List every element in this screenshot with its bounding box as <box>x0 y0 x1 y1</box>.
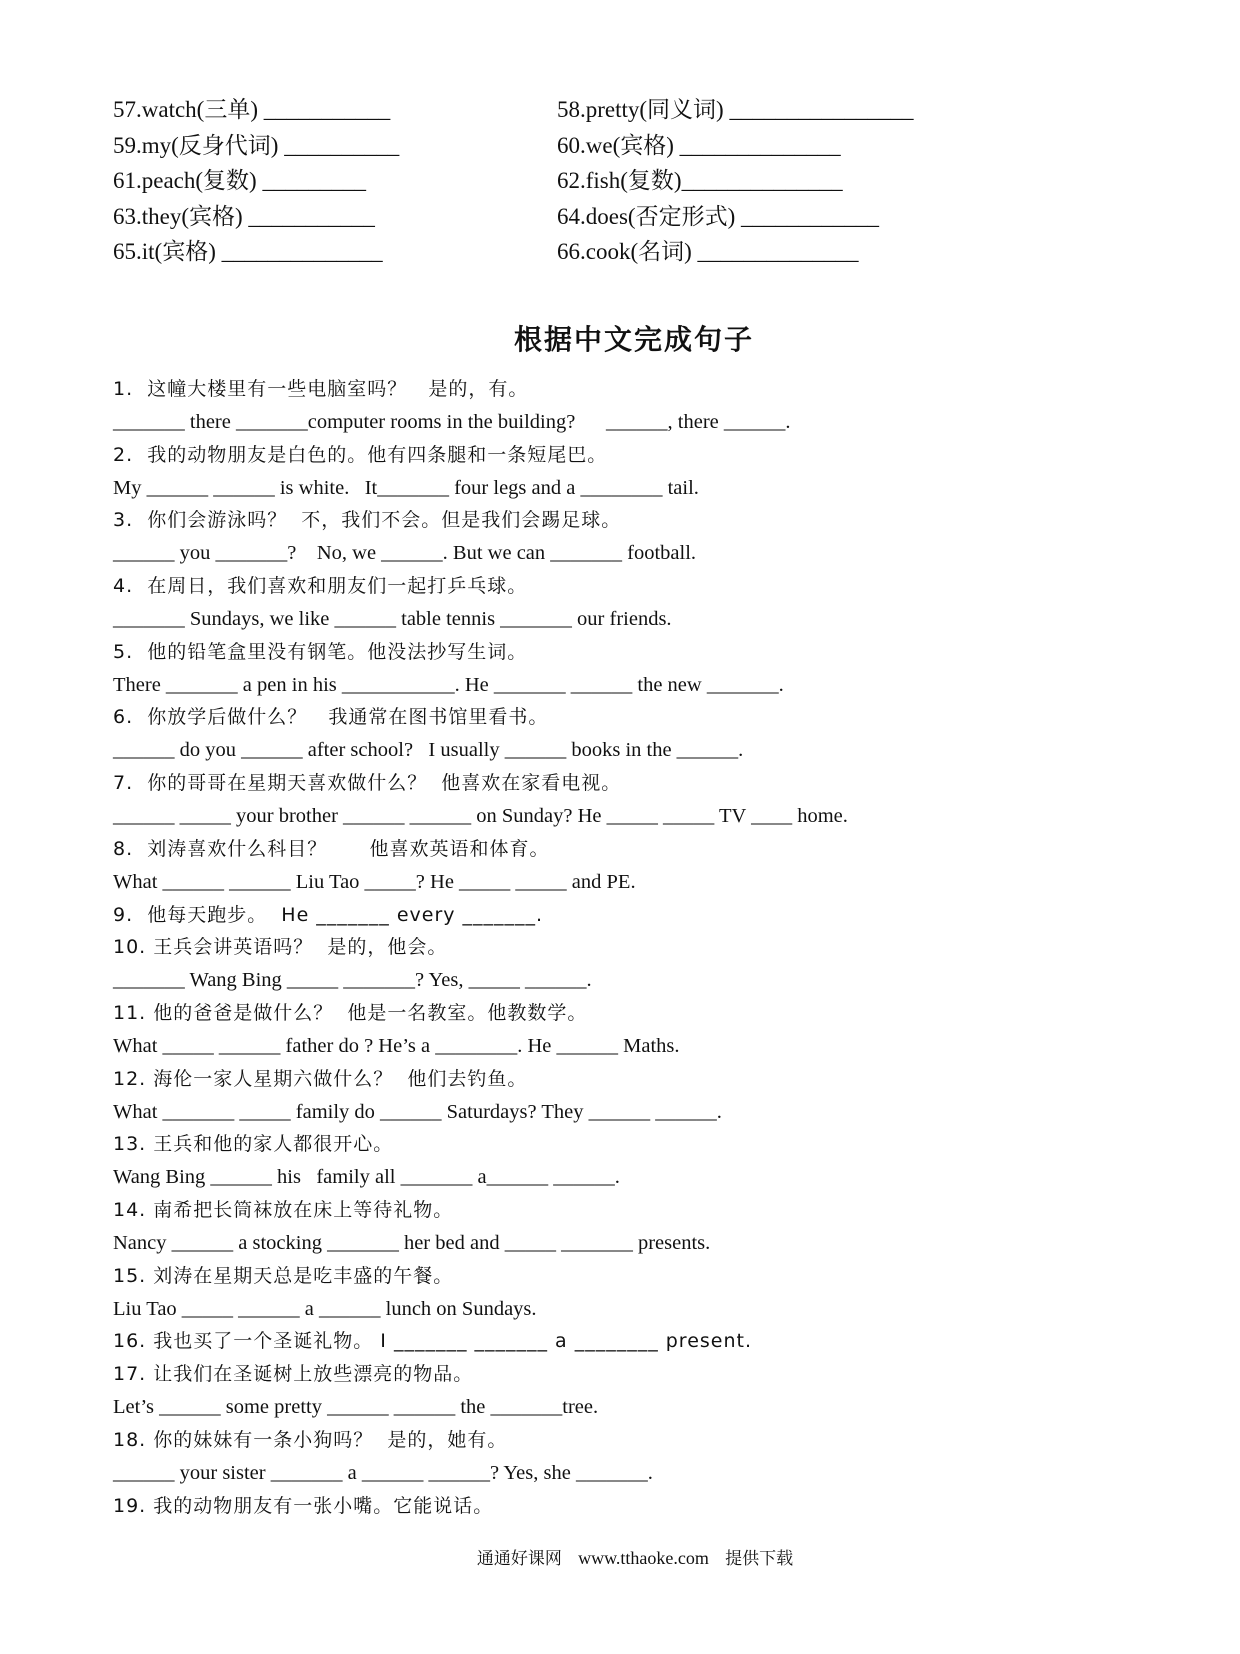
exercise-answer-line: _______ there _______computer rooms in the building? ______, there ______. <box>113 410 791 433</box>
exercise-answer-line: My ______ ______ is white. It_______ four legs and a ________ tail. <box>113 476 699 499</box>
exercise-answer-line: What _______ _____ family do ______ Saturdays? They ______ ______. <box>113 1100 722 1123</box>
exercise-answer-line: There _______ a pen in his ___________. He _______ ______ the new _______. <box>113 673 784 696</box>
word-form-item: 63.they(宾格) ___________ <box>113 203 375 229</box>
sentence-exercises <box>113 373 1153 1523</box>
word-form-item: 60.we(宾格) ______________ <box>557 132 841 158</box>
exercise-prompt-chinese: 7. 你的哥哥在星期天喜欢做什么？ 他喜欢在家看电视。 <box>113 772 622 795</box>
exercise-prompt-chinese: 11. 他的爸爸是做什么？ 他是一名教室。他教数学。 <box>113 1002 588 1025</box>
word-form-item: 61.peach(复数) _________ <box>113 168 366 194</box>
footer-note: 提供下载 <box>725 1549 794 1569</box>
exercise-prompt-chinese: 14. 南希把长筒袜放在床上等待礼物。 <box>113 1199 454 1222</box>
word-form-exercises <box>113 92 1123 270</box>
footer-site-name: 通通好课网 <box>476 1549 562 1569</box>
word-form-item: 64.does(否定形式) ____________ <box>557 203 879 229</box>
footer-url: www.tthaoke.com <box>578 1548 709 1568</box>
exercise-answer-line: Let’s ______ some pretty ______ ______ the _______tree. <box>113 1396 599 1419</box>
exercise-prompt-chinese: 6. 你放学后做什么？ 我通常在图书馆里看书。 <box>113 706 549 729</box>
exercise-prompt-chinese: 16. 我也买了一个圣诞礼物。 I _______ _______ a ________ present. <box>113 1330 753 1353</box>
exercise-answer-line: ______ your sister _______ a ______ ______? Yes, she _______. <box>113 1461 653 1484</box>
exercise-prompt-chinese: 1. 这幢大楼里有一些电脑室吗？ 是的，有。 <box>113 378 529 400</box>
exercise-answer-line: Wang Bing ______ his family all _______ a______ ______. <box>113 1166 620 1189</box>
exercise-answer-line: Nancy ______ a stocking _______ her bed and _____ _______ presents. <box>113 1231 711 1254</box>
exercise-prompt-chinese: 2. 我的动物朋友是白色的。他有四条腿和一条短尾巴。 <box>113 443 608 466</box>
word-form-item: 58.pretty(同义词) ________________ <box>557 97 914 122</box>
exercise-prompt-chinese: 4. 在周日，我们喜欢和朋友们一起打乒乓球。 <box>113 575 528 598</box>
exercise-prompt-chinese: 19. 我的动物朋友有一张小嘴。它能说话。 <box>113 1494 494 1517</box>
exercise-prompt-chinese: 15. 刘涛在星期天总是吃丰盛的午餐。 <box>113 1264 454 1287</box>
exercise-prompt-chinese: 3. 你们会游泳吗？ 不，我们不会。但是我们会踢足球。 <box>113 509 622 532</box>
word-form-row <box>113 92 1123 128</box>
exercise-prompt-chinese: 12. 海伦一家人星期六做什么？ 他们去钓鱼。 <box>113 1067 528 1090</box>
exercise-answer-line: ______ do you ______ after school? I usually ______ books in the ______. <box>113 739 744 762</box>
section-title: 根据中文完成句子 <box>513 323 754 356</box>
word-form-row <box>113 234 1123 270</box>
exercise-answer-line: _______ Sundays, we like ______ table tennis _______ our friends. <box>113 607 672 630</box>
exercise-prompt-chinese: 18. 你的妹妹有一条小狗吗？ 是的，她有。 <box>113 1429 508 1451</box>
exercise-prompt-chinese: 5. 他的铅笔盒里没有钢笔。他没法抄写生词。 <box>113 640 528 663</box>
exercise-prompt-chinese: 17. 让我们在圣诞树上放些漂亮的物品。 <box>113 1363 474 1386</box>
word-form-item: 59.my(反身代词) __________ <box>113 132 400 158</box>
exercise-prompt-chinese: 10. 王兵会讲英语吗？ 是的，他会。 <box>113 936 448 959</box>
exercise-prompt-chinese: 9. 他每天跑步。 He _______ every _______. <box>113 903 544 926</box>
word-form-row <box>113 199 1123 235</box>
exercise-answer-line: What ______ ______ Liu Tao _____? He _____ _____ and PE. <box>113 870 636 893</box>
word-form-item: 65.it(宾格) ______________ <box>113 239 383 265</box>
word-form-row <box>113 163 1123 199</box>
word-form-item: 62.fish(复数)______________ <box>557 168 843 194</box>
exercise-answer-line: What _____ ______ father do ? He’s a ________. He ______ Maths. <box>113 1034 680 1057</box>
word-form-row <box>113 128 1123 164</box>
exercise-answer-line: ______ _____ your brother ______ ______ on Sunday? He _____ _____ TV ____ home. <box>113 804 848 827</box>
word-form-item: 66.cook(名词) ______________ <box>557 239 859 265</box>
word-form-item: 57.watch(三单) ___________ <box>113 97 391 122</box>
exercise-answer-line: Liu Tao _____ ______ a ______ lunch on Sundays. <box>113 1297 537 1320</box>
exercise-answer-line: _______ Wang Bing _____ _______? Yes, _____ ______. <box>113 969 592 992</box>
exercise-prompt-chinese: 13. 王兵和他的家人都很开心。 <box>113 1133 394 1156</box>
exercise-prompt-chinese: 8. 刘涛喜欢什么科目？ 他喜欢英语和体育。 <box>113 837 550 860</box>
page-footer <box>0 1544 1240 1569</box>
exercise-answer-line: ______ you _______? No, we ______. But we can _______ football. <box>113 542 697 565</box>
